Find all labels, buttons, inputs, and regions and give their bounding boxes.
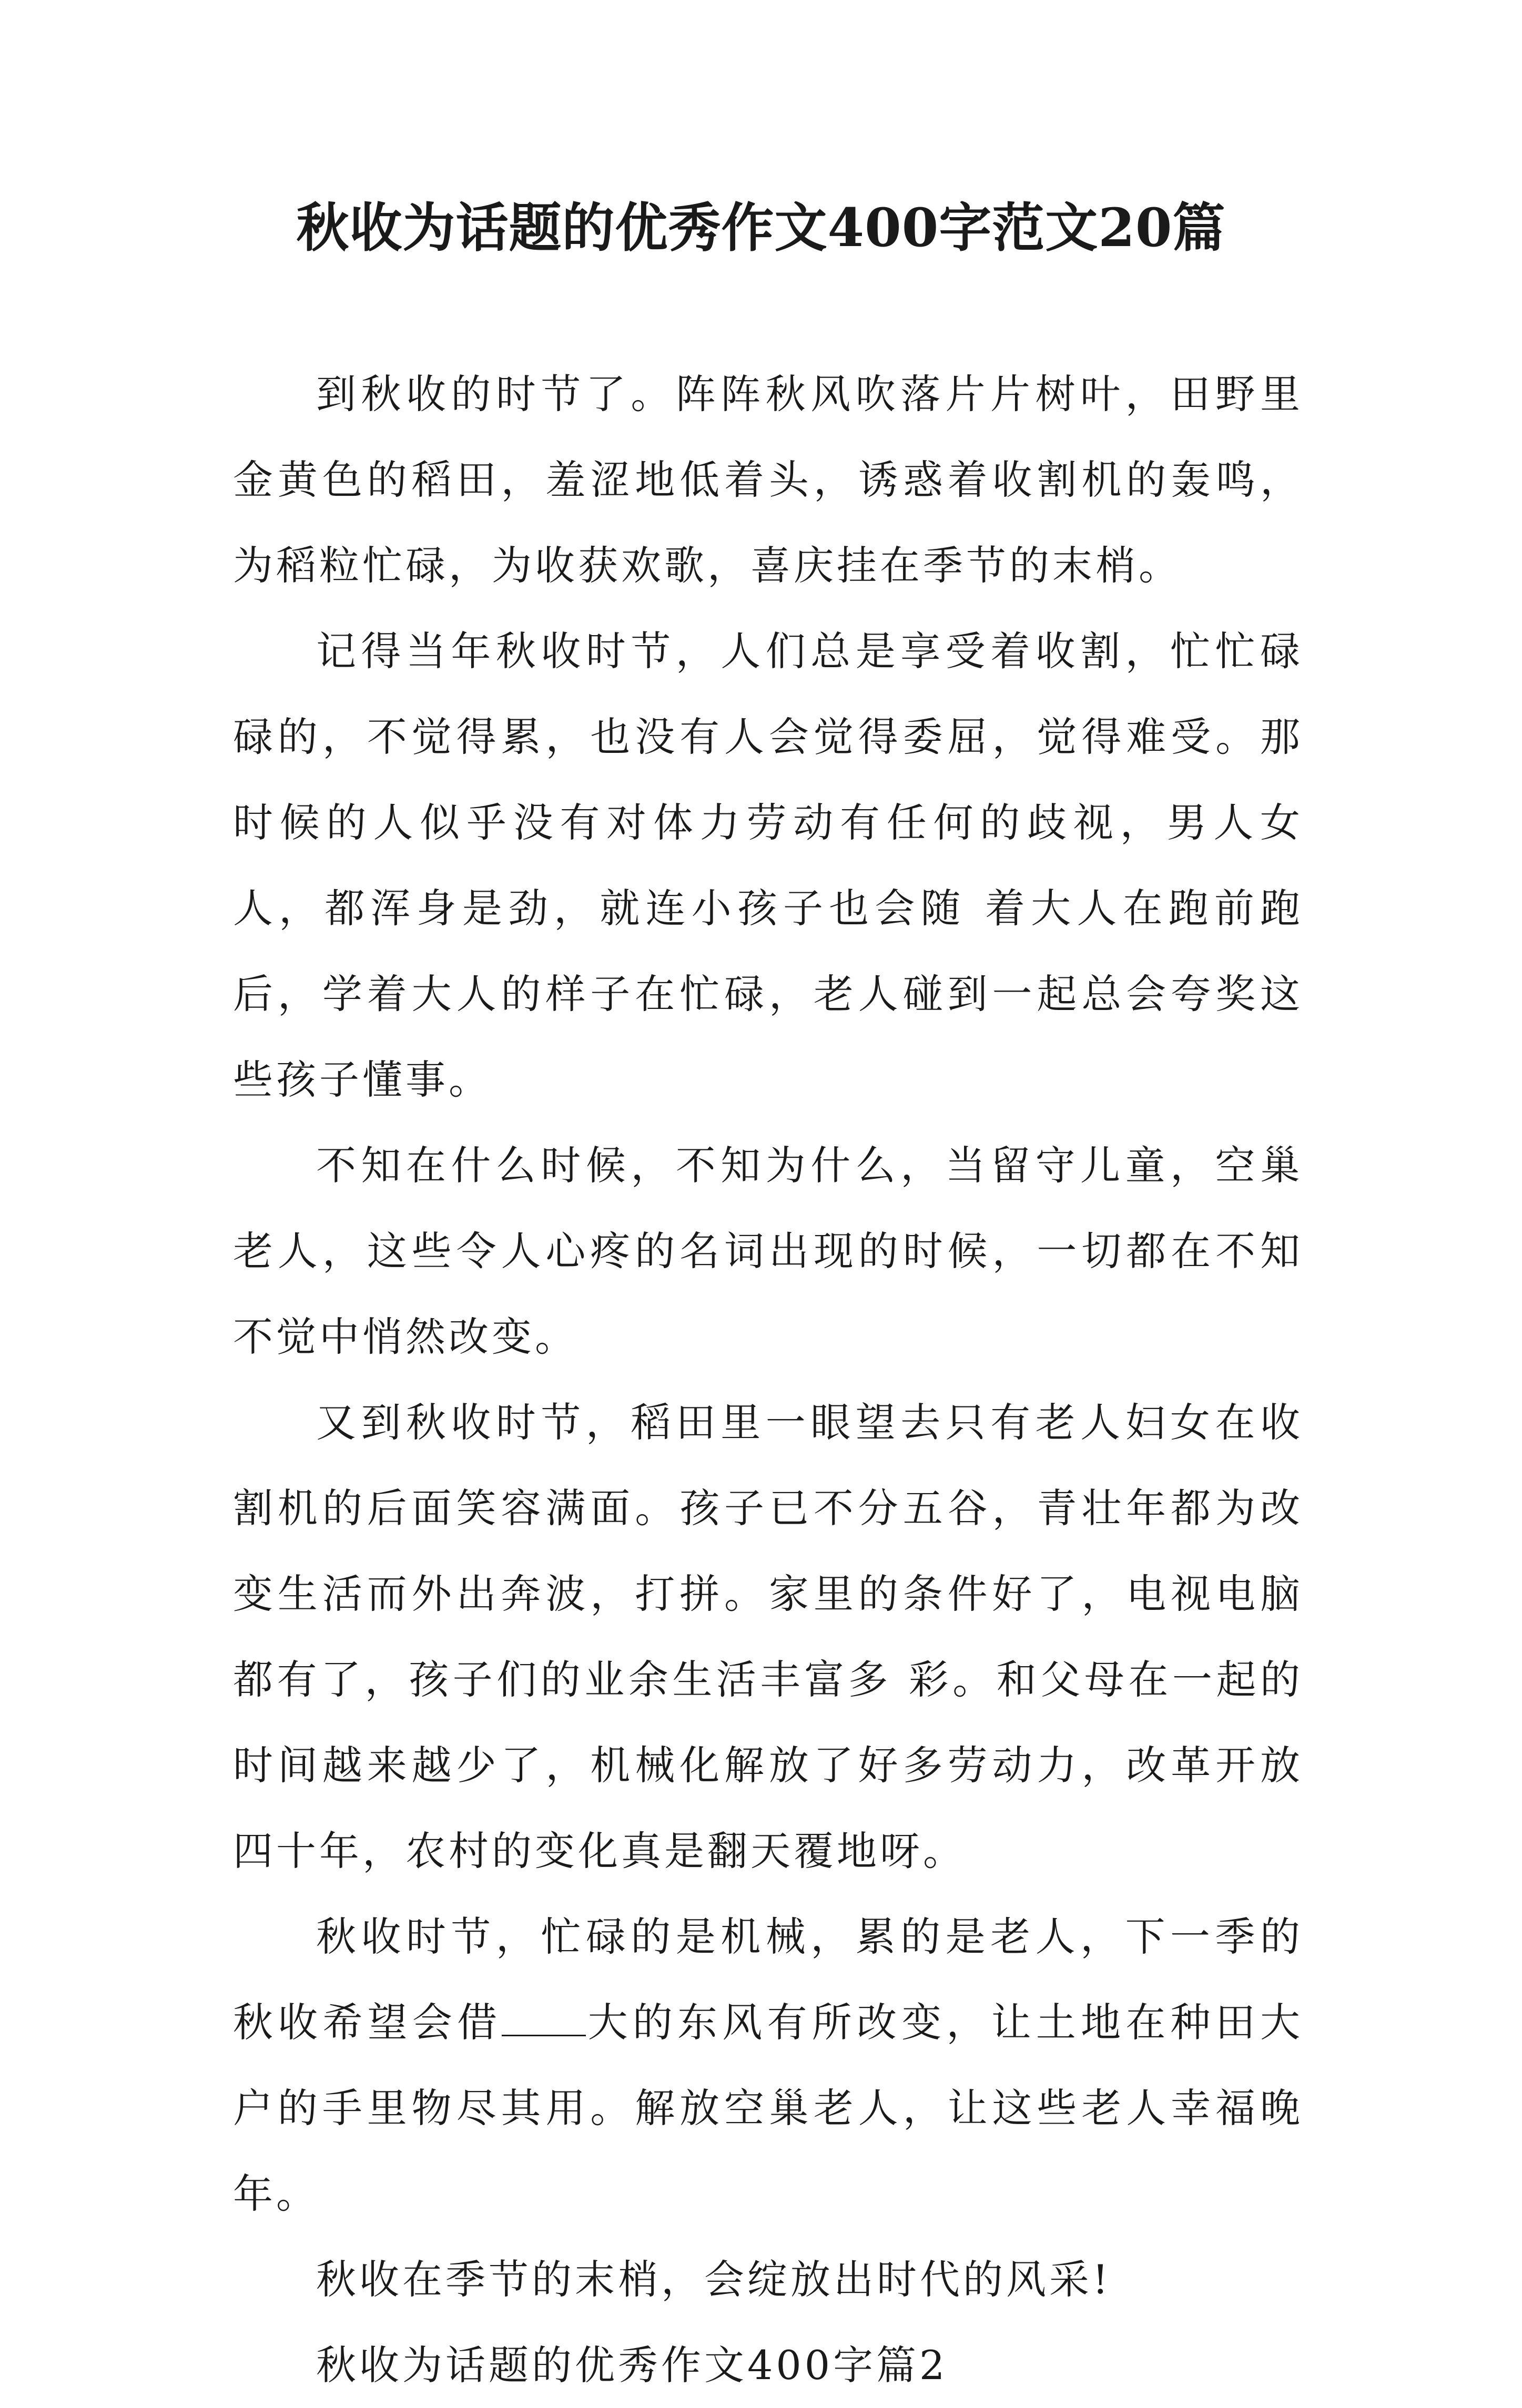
paragraph-4: 又到秋收时节，稻田里一眼望去只有老人妇女在收割机的后面笑容满面。孩子已不分五谷，青壮年都为改变生活而外出奔波，打拼。家里的条件好了，电视电脑都有了，孩子们的业余生活丰富多 彩。和父母在一起的时间越来越少了，机械化解放了好多劳动力，改革开放四十年，农村的变化真是翻天覆地呀。 xyxy=(233,1399,1303,1874)
paragraph-6: 秋收在季节的末梢，会绽放出时代的风采! xyxy=(316,2256,1112,2303)
paragraph-3: 不知在什么时候，不知为什么，当留守儿童，空巢老人，这些令人心疼的名词出现的时候，一切都在不知不觉中悄然改变。 xyxy=(233,1142,1303,1360)
document-title: 秋收为话题的优秀作文400字范文20篇 xyxy=(296,197,1226,259)
paragraph-2: 记得当年秋收时节，人们总是享受着收割，忙忙碌碌的，不觉得累，也没有人会觉得委屈，觉得难受。那时候的人似乎没有对体力劳动有任何的歧视，男人女人，都浑身是劲，就连小孩子也会随 着大人在跑前跑后，学着大人的样子在忙碌，老人碰到一起总会夸奖这些孩子懂事。 xyxy=(233,628,1303,1103)
paragraph-5-text-after: 大的东风有所改变，让土地在种田大户的手里物尽其用。解放空巢老人，让这些老人幸福晚年。 xyxy=(233,1999,1304,2217)
section-heading-2: 秋收为话题的优秀作文400字篇2 xyxy=(316,2342,948,2389)
document-body xyxy=(233,351,1303,2408)
paragraph-5 xyxy=(233,1894,1303,2237)
fill-in-blank xyxy=(502,2003,586,2036)
paragraph-1: 到秋收的时节了。阵阵秋风吹落片片树叶，田野里金黄色的稻田，羞涩地低着头，诱惑着收割机的轰鸣，为稻粒忙碌，为收获欢歌，喜庆挂在季节的末梢。 xyxy=(233,371,1303,589)
paragraph-5-text-before: 秋收时节，忙碌的是机械，累的是老人，下一季的秋收希望会借 xyxy=(233,1913,1303,2046)
